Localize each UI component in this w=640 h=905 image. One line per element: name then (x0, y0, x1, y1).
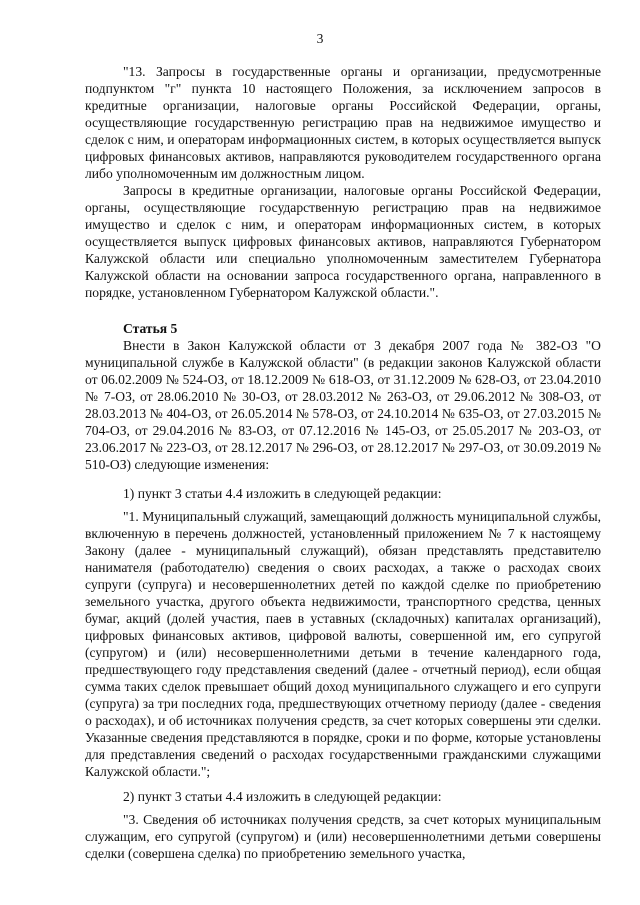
document-body (85, 63, 601, 862)
paragraph-requests-state-bodies: "13. Запросы в государственные органы и организации, предусмотренные подпунктом "г" пункта 10 настоящего Положения, за исключением запросов в кредитные организации, налоговые органы Российской Федерации, органы, осуществляющие государственную регистрацию прав на недвижимое имущество и сделок с ним, и операторам информационных систем, в которых осуществляется выпуск цифровых финансовых активов, направляются руководителем государственного органа либо уполномоченным им должностным лицом. (85, 64, 601, 181)
paragraph-municipal-servant: "1. Муниципальный служащий, замещающий должность муниципальной службы, включенную в перечень должностей, установленный приложением № 7 к настоящему Закону (далее - муниципальный служащий), обязан представлять представителю нанимателя (работодателю) сведения о своих расходах, а также о расходах своих супруги (супруга) и несовершеннолетних детей по каждой сделке по приобретению земельного участка, другого объекта недвижимости, транспортного средства, ценных бумаг, акций (долей участия, паев в уставных (складочных) капиталах организаций), цифровых финансовых активов, цифровой валюты, совершенной им, его супругой (супругом) и (или) несовершеннолетними детьми в течение календарного года, предшествующего году представления сведений (далее - отчетный период), если общая сумма таких сделок превышает общий доход муниципального служащего и его супруги (супруга) за три последних года, предшествующих отчетному периоду (далее - сведения о расходах), и об источниках получения средств, за счет которых совершены эти сделки. Указанные сведения представляются в порядке, сроки и по форме, которые установлены для представления сведений о расходах государственными гражданскими служащими Калужской области."; (85, 509, 601, 779)
article-heading: Статья 5 (123, 321, 178, 336)
paragraph-requests-credit-orgs: Запросы в кредитные организации, налоговые органы Российской Федерации, органы, осуществляющие государственную регистрацию прав на недвижимое имущество и сделок с ним, и операторам информационных систем, в которых осуществляется выпуск цифровых финансовых активов, направляются Губернатором Калужской области или специально уполномоченным заместителем Губернатора Калужской области на основании запроса государственного органа, направленного в порядке, установленном Губернатором Калужской области.". (85, 183, 601, 300)
paragraph-income-sources: "3. Сведения об источниках получения средств, за счет которых муниципальным служащим, его супругой (супругом) и (или) несовершеннолетними детьми совершены сделки (совершена сделка) по приобретению земельного участка, (85, 812, 601, 861)
page-number: 3 (316, 31, 324, 46)
paragraph-amend-law: Внести в Закон Калужской области от 3 декабря 2007 года № 382-ОЗ "О муниципальной службе в Калужской области" (в редакции законов Калужской области от 06.02.2009 № 524-ОЗ, от 18.12.2009 № 618-ОЗ, от 31.12.2009 № 628-ОЗ, от 23.04.2010 № 7-ОЗ, от 28.06.2010 № 30-ОЗ, от 28.03.2012 № 263-ОЗ, от 29.06.2012 № 308-ОЗ, от 28.03.2013 № 404-ОЗ, от 26.05.2014 № 578-ОЗ, от 24.10.2014 № 635-ОЗ, от 27.03.2015 № 704-ОЗ, от 29.04.2016 № 83-ОЗ, от 07.12.2016 № 145-ОЗ, от 25.05.2017 № 203-ОЗ, от 23.06.2017 № 223-ОЗ, от 28.12.2017 № 296-ОЗ, от 28.12.2017 № 297-ОЗ, от 30.09.2019 № 510-ОЗ) следующие изменения: (85, 338, 601, 472)
amendment-item-1: 1) пункт 3 статьи 4.4 изложить в следующей редакции: (123, 486, 442, 501)
amendment-item-2: 2) пункт 3 статьи 4.4 изложить в следующей редакции: (123, 789, 442, 804)
